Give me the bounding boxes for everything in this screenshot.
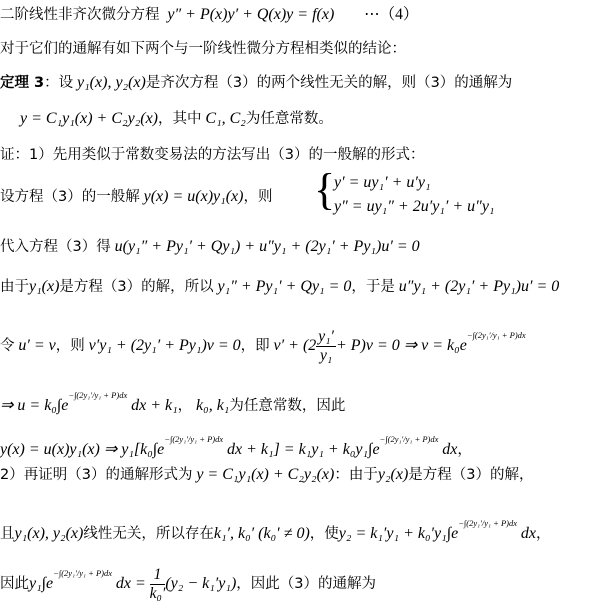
- part2-text-d: 是方程（3）的解，: [408, 467, 534, 483]
- general-solution-tail: 为任意常数。: [245, 111, 333, 127]
- theorem-label: 定理 3: [0, 75, 45, 91]
- let-line: [0, 324, 526, 365]
- let-fraction-den: y₁: [319, 346, 333, 364]
- part2-line: [0, 464, 534, 486]
- theorem-solutions: y₁(x), y₂(x): [77, 74, 146, 91]
- theorem-text-b: 是齐次方程（3）的两个线性无关的解，则（3）的通解为: [145, 75, 513, 91]
- therefore-eq-c: dx =: [115, 575, 146, 592]
- u-exponent: −∫(2y₁′/y₁ + P)dx: [68, 390, 128, 400]
- therefore-line: [0, 562, 376, 603]
- y-eq-b: dx + k₁] = k₁y₁ + k₀y₁∫e: [227, 441, 380, 458]
- let-text-a: 令: [0, 338, 15, 354]
- u-text: 为任意常数，因此: [229, 398, 346, 414]
- eq4-text: 二阶线性非齐次微分方程: [0, 7, 160, 23]
- therefore-exponent: −∫(2y₁′/y₁ + P)dx: [53, 568, 113, 578]
- let-fraction: [316, 328, 336, 365]
- u-eq-a: ⇒ u = k₀∫e: [0, 397, 69, 414]
- therefore-fraction: [150, 566, 166, 603]
- substitute-eq: u(y₁″ + Py₁′ + Qy₁) + u″y₁ + (2y₁′ + Py₁)u′ = 0: [114, 238, 420, 255]
- let-text-c: ，即: [240, 338, 270, 354]
- part2-eq: y = C₁y₁(x) + C₂y₂(x): [196, 466, 335, 483]
- let-fraction-num: y₁′: [318, 327, 334, 345]
- u-line: ⇒ $u = k_0\int e^{-\int(2y_1'/y_1 + P)dx}$ dx + k₁， k₀, k₁为任意常数，因此: [0, 390, 346, 414]
- since-text-d: ，于是: [351, 279, 395, 295]
- y-exponent-2: −∫(2y₁′/y₁ + P)dx: [379, 434, 439, 444]
- indep-text-e: ，使: [309, 526, 339, 542]
- therefore-fraction-den: k₀′: [149, 584, 166, 602]
- let-exponent: −∫(2y₁′/y₁ + P)dx: [466, 330, 526, 340]
- intro-line: 对于它们的通解有如下两个与一阶线性微分方程相类似的结论：: [0, 41, 406, 57]
- let-eq-2: v′y₁ + (2y₁′ + Py₁)v = 0: [88, 337, 241, 354]
- indep-eq: y₂ = k₁′y₁ + k₀′y₁∫e: [338, 525, 459, 542]
- equation-4-line: [0, 4, 418, 26]
- indep-solutions: y₁(x), y₂(x): [14, 525, 84, 542]
- since-line: [0, 276, 559, 298]
- y-line: y(x) = u(x)y₁(x) ⇒ $y_1[k_0\int e^{-\int(2y_1'/y_1 + P)dx}$ dx + $k_1] = k_1y_1 + k_0y_1\int e^{-\int(2y_1'/y_1 + P)dx}$ dx，: [0, 434, 472, 458]
- general-solution-text: ，其中: [158, 111, 202, 127]
- therefore-text-a: 因此: [0, 576, 29, 592]
- indep-consts: k₁′, k₀′ (k₀′ ≠ 0): [213, 525, 310, 542]
- general-solution-consts: C₁, C₂: [205, 110, 246, 127]
- indep-exponent: −∫(2y₁′/y₁ + P)dx: [458, 518, 518, 528]
- let-eq-1: u′ = v: [18, 337, 56, 354]
- general-form-eq: y(x) = u(x)y₁(x): [143, 188, 244, 205]
- part2-text-b: ：由于: [334, 467, 378, 483]
- y-exponent-1: −∫(2y₁′/y₁ + P)dx: [164, 434, 224, 444]
- system-brace: {: [314, 165, 336, 214]
- system-eq-2: y″ = uy₁″ + 2u′y₁′ + u″y₁: [334, 198, 495, 215]
- y-eq-c: dx: [442, 441, 458, 458]
- indep-dx: dx: [520, 525, 537, 542]
- part2-text-a: 2）再证明（3）的通解形式为: [0, 467, 193, 483]
- system-eq-1: y′ = uy₁′ + u′y₁: [334, 174, 431, 191]
- therefore-eq-d: (y₂ − k₁′y₁): [165, 575, 237, 592]
- general-form-text: 设方程（3）的一般解: [0, 189, 140, 205]
- since-eq-1: y₁″ + Py₁′ + Qy₁ = 0: [217, 278, 352, 295]
- theorem-text-a: ：设: [44, 75, 74, 91]
- therefore-text-e: ，因此（3）的通解为: [236, 576, 377, 592]
- independence-line: 且y₁(x), y₂(x)线性无关，所以存在k₁′, k₀′ (k₀′ ≠ 0)，使$y_2 = k_1'y_1 + k_0'y_1\int e^{-\int(2y_1'/y_1 + P)dx}$ dx，: [0, 518, 551, 542]
- let-eq-3b: + P)v = 0 ⇒ v = k₀e: [335, 337, 467, 354]
- general-solution-line: [20, 108, 333, 130]
- part2-y2: y₂(x): [377, 466, 409, 483]
- indep-text-a: 且: [0, 526, 15, 542]
- let-eq-3a: v′ + (2: [273, 337, 317, 354]
- eq4-formula: y″ + P(x)y′ + Q(x)y = f(x): [167, 6, 335, 23]
- let-text-b: ，则: [55, 338, 85, 354]
- u-consts: k₀, k₁: [196, 397, 230, 414]
- general-form-line: [0, 186, 272, 208]
- general-solution-eq: y = C₁y₁(x) + C₂y₂(x): [20, 110, 159, 127]
- substitute-line: [0, 236, 420, 258]
- since-text-a: 由于: [0, 279, 29, 295]
- u-eq-b: dx + k₁: [131, 397, 178, 414]
- substitute-text: 代入方程（3）得: [0, 239, 111, 255]
- proof-intro-line: 证：1）先用类似于常数变易法的方法写出（3）的一般解的形式：: [0, 147, 425, 163]
- since-y1: y₁(x): [29, 278, 60, 295]
- general-form-then: ，则: [243, 189, 273, 205]
- since-text-c: 是方程（3）的解，所以: [59, 279, 214, 295]
- therefore-eq-a: y₁∫e: [29, 575, 54, 592]
- since-eq-2: u″y₁ + (2y₁′ + Py₁)u′ = 0: [398, 278, 560, 295]
- indep-text-c: 线性无关，所以存在: [83, 526, 214, 542]
- y-eq-a: y(x) = u(x)y₁(x) ⇒ y₁[k₀∫e: [0, 441, 165, 458]
- therefore-fraction-num: 1: [150, 566, 166, 585]
- theorem-line: [0, 72, 512, 94]
- eq4-number: ⋯（4）: [364, 6, 419, 23]
